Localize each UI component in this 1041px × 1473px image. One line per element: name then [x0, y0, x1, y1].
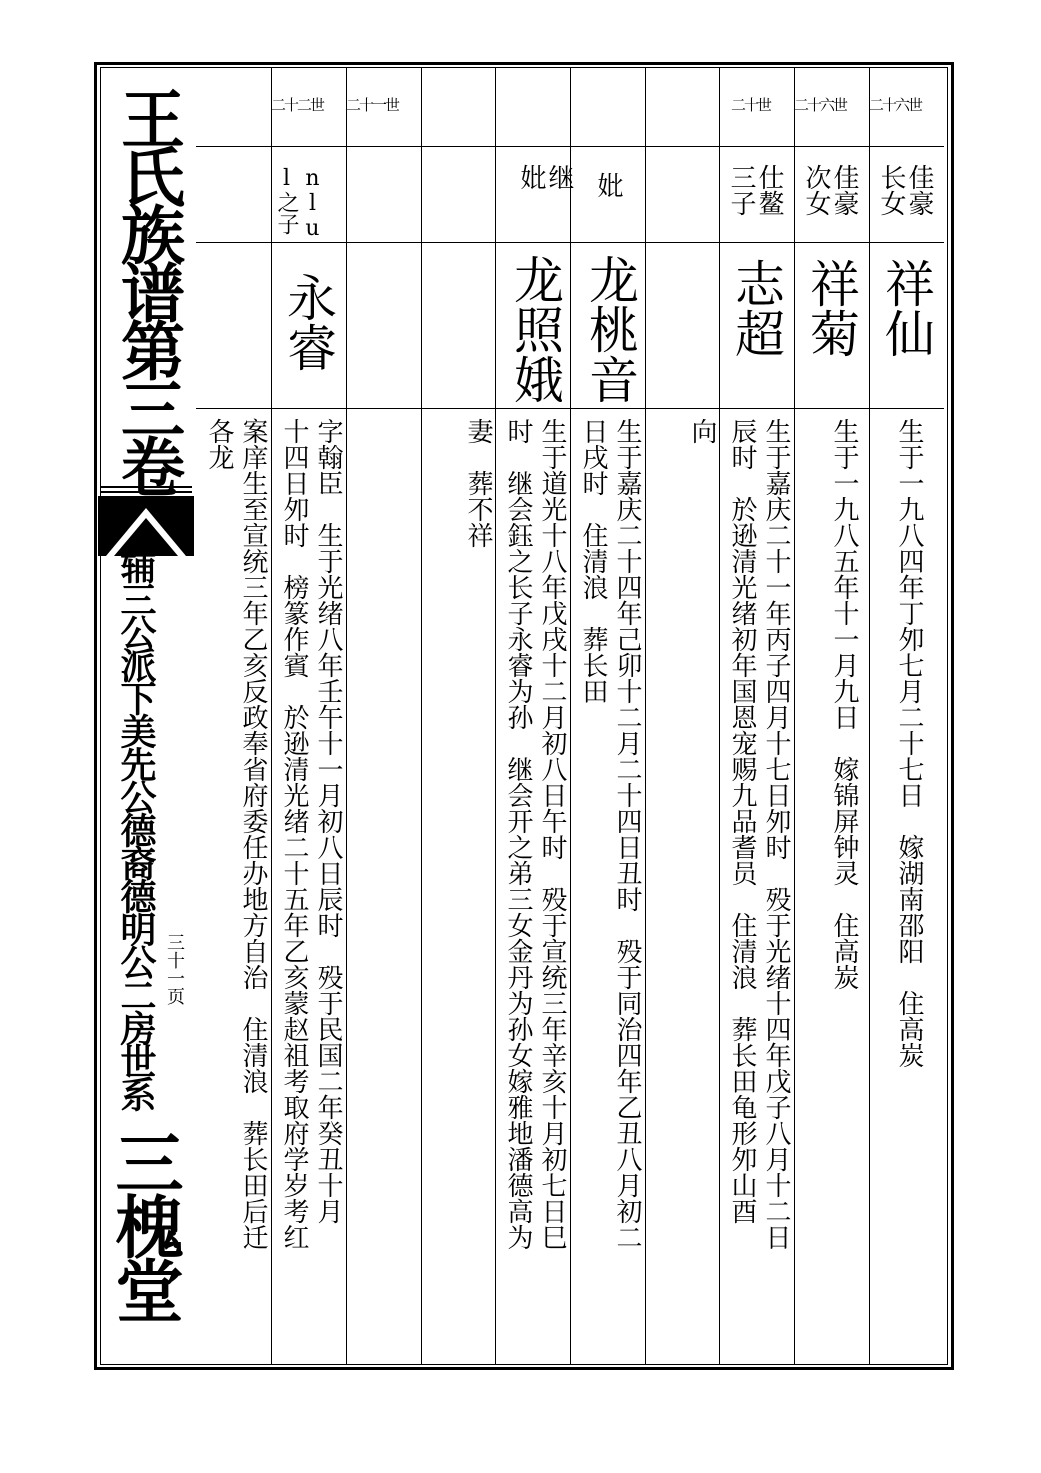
biography-line: 辰时 於逊清光绪初年国恩宠赐九品耆员 住清浪 葬长田龟形夘山酉 — [727, 418, 757, 1224]
generation-label: 二十二世 — [271, 96, 324, 114]
banner-ornament — [98, 496, 194, 556]
person-column-longzhaoe — [495, 68, 574, 1364]
biography-line: 十四日夘时 榜篆作賓 於逊清光绪二十五年乙亥蒙赵祖考取府学岁考红 — [279, 418, 309, 1250]
person-name: 志超 — [727, 258, 785, 358]
biography-line: 妻 葬不祥 — [463, 418, 493, 548]
relation-label: nlu l之子 — [274, 166, 325, 241]
person-name: 龙桃音 — [581, 254, 639, 404]
biography-line: 生于嘉庆二十四年己卯十二月二十四日丑时 殁于同治四年乙丑八月初二 — [612, 418, 642, 1250]
biography-line: 日戌时 住清浪 葬长田 — [578, 418, 608, 704]
page-number: 三十一页 — [164, 933, 185, 1005]
biography-line: 向 — [687, 418, 717, 444]
person-column-yongrui — [271, 68, 346, 1364]
relation-label: 妣 — [593, 172, 623, 198]
generation-label: 二十六世 — [794, 96, 847, 114]
title-rule-top — [100, 486, 192, 488]
generation-label: 二十世 — [731, 96, 771, 114]
person-column-zhichao — [719, 68, 794, 1364]
continuation-column — [421, 68, 495, 1364]
person-name: 龙照娥 — [506, 254, 564, 404]
biography-line: 生于道光十八年戊戌十二月初八日午时 殁于宣统三年辛亥十月初七日巳 — [537, 418, 567, 1250]
genealogy-table — [196, 68, 944, 1364]
book-title: 王氏族谱第三卷 — [110, 86, 185, 492]
person-column-longtaoyin — [570, 68, 645, 1364]
biography-line: 时 继会鈺之长子永睿为孙 继会开之弟三女金丹为孙女嫁雅地潘德高为 — [503, 418, 533, 1250]
biography-line: 各龙 — [204, 418, 234, 470]
title-column — [98, 68, 194, 1364]
biography-line: 生于一九八四年丁夘七月二十七日 嫁湖南邵阳 住高炭 — [894, 418, 924, 1068]
title-rule-bottom — [100, 491, 192, 493]
generation-label: 二十一世 — [346, 96, 399, 114]
biography-line: 案庠生至宣统三年乙亥反政奉省府委任办地方自治 住清浪 葬长田后迁 — [238, 418, 268, 1250]
person-column-xiangju — [794, 68, 869, 1364]
generation-label: 二十六世 — [869, 96, 922, 114]
person-column-xiangxian — [869, 68, 944, 1364]
person-name: 祥菊 — [802, 258, 860, 358]
hall-name: 三槐堂 — [104, 1128, 184, 1320]
continuation-column — [196, 68, 271, 1364]
empty-generation-column — [346, 68, 421, 1364]
person-name: 祥仙 — [877, 258, 935, 358]
person-name: 永睿 — [279, 272, 337, 372]
relation-label: 继 妣 — [516, 164, 574, 190]
relation-label: 仕鳌 三子 — [726, 164, 784, 216]
biography-line: 生于一九八五年十一月九日 嫁锦屏钟灵 住高炭 — [829, 418, 859, 990]
continuation-column — [645, 68, 719, 1364]
lineage-subtitle: 辅三公派下美先公德裔德明公二房世系 — [115, 548, 157, 1109]
biography-line: 字翰臣 生于光绪八年壬午十一月初八日辰时 殁于民国二年癸丑十月 — [313, 418, 343, 1224]
biography-line: 生于嘉庆二十一年丙子四月十七日夘时 殁于光绪十四年戊子八月十二日 — [761, 418, 791, 1250]
relation-label: 佳豪 次女 — [801, 164, 859, 216]
relation-label: 佳豪 长女 — [876, 164, 934, 216]
